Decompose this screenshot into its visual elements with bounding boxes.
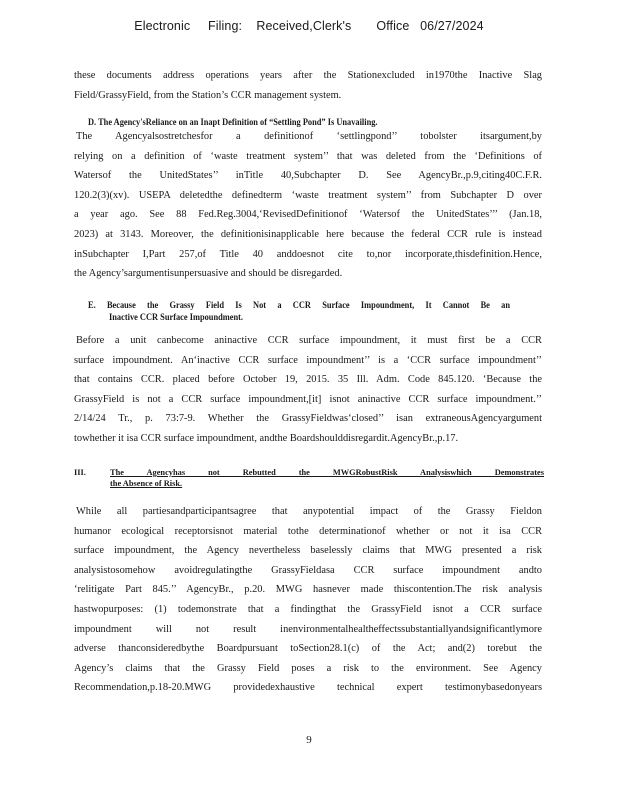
text-line: analysistosomehow avoidregulatingthe GrassyFieldasa CCR surface impoundment andto [74,564,542,576]
text-line: Before a unit canbecome aninactive CCR surface impoundment, it must first be a CCR [76,335,542,346]
text-line: inSubchapter I,Part 257,of Title 40 anddoesnot cite to,nor incorporate,thisdefinition.Hence, [74,248,542,260]
heading-line: E. Because the Grassy Field Is Not a CCR Surface Impoundment, It Cannot Be an [88,300,510,311]
paragraph-iii [74,502,542,698]
intro-paragraph [74,66,542,105]
heading-line: The Agencyhas not Rebutted the MWGRobustRisk Analysiswhich Demonstrates [110,468,544,477]
text-line: 2023) at 3143. Moreover, the definitionisinapplicable here because the federal CCR rule is instead [74,228,542,240]
paragraph-d [74,127,542,284]
text-line: hastwopurposes: (1) todemonstrate that a findingthat the GrassyField isnot a CCR surface [74,603,542,615]
text-line: Field/GrassyField, from the Station’s CCR management system. [74,89,342,101]
text-line: towhether it isa CCR surface impoundment, andthe Boardshoulddisregardit.AgencyBr.,p.17. [74,432,459,444]
text-line: these documents address operations years after the Stationexcluded in1970the Inactive Slag [74,70,542,81]
text-line: ‘relitigate Part 845.’’ AgencyBr., p.20. MWG hasnever made thiscontention.The risk analysis [74,584,542,596]
paragraph-e [74,331,542,449]
text-line: Agency’s claims that the Grassy Field poses a risk to the environment. See Agency [74,662,542,674]
heading-line: D. The Agency'sReliance on an Inapt Definition of “Settling Pond” Is Unavailing. [88,117,378,128]
page-number: 9 [306,734,312,746]
heading-line: the Absence of Risk. [110,478,183,488]
text-line: The Agencyalsostretchesfor a definitionof ‘settlingpond’’ tobolster itsargument,by [76,131,542,142]
text-line: surface impoundment, the Agency nevertheless baselessly claims that MWG presented a risk [74,545,542,557]
text-line: 120.2(3)(xv). USEPA deletedthe definedterm ‘waste treatment system’’ from Subchapter D over [74,189,542,201]
text-line: relying on a definition of ‘waste treatment system’’ that was deleted from the ‘Definitions of [74,150,542,162]
text-line: humanor ecological receptorsisnot material tothe determinationof whether or not it isa CCR [74,525,542,537]
text-line: a year ago. See 88 Fed.Reg.3004,‘RevisedDefinitionof ‘Watersof the UnitedStates’’’ (Jan.18, [74,209,542,221]
text-line: 2/14/24 Tr., p. 73:7-9. Whether the GrassyFieldwas‘closed’’ isan extraneousAgencyargument [74,413,542,425]
text-line: that contains CCR. placed before October 19, 2015. 35 Ill. Adm. Code 845.120. ‘Because the [74,374,542,386]
text-line: surface impoundment. An‘inactive CCR surface impoundment’’ is a ‘CCR surface impoundment’’ [74,354,542,366]
heading-line: Inactive CCR Surface Impoundment. [109,311,243,322]
text-line: While all partiesandparticipantsagree that anypotential impact of the Grassy Fieldon [76,506,542,517]
text-line: adverse thanconsideredbythe Boardpursuant toSection28.1(c) of the Act; and(2) torebut the [74,643,542,655]
section-number: III. [74,468,86,477]
section-heading-e [88,300,510,324]
text-line: Watersof the UnitedStates’’ inTitle 40,Subchapter D. See AgencyBr.,p.9,citing40C.F.R. [74,170,542,182]
text-line: GrassyField is not a CCR surface impoundment,[it] isnot aninactive CCR surface impoundment.’’ [74,393,542,405]
text-line: impoundment will not result inenvironmentalhealtheffectssubstantiallyandsignificantlymore [74,623,542,635]
text-line: Recommendation,p.18-20.MWG providedexhaustive technical expert testimonybasedonyears [74,682,542,694]
text-line: the Agency’sargumentisunpersuasive and should be disregarded. [74,268,343,280]
electronic-filing-header: Electronic Filing: Received,Clerk's Office 06/27/2024 [134,19,484,33]
